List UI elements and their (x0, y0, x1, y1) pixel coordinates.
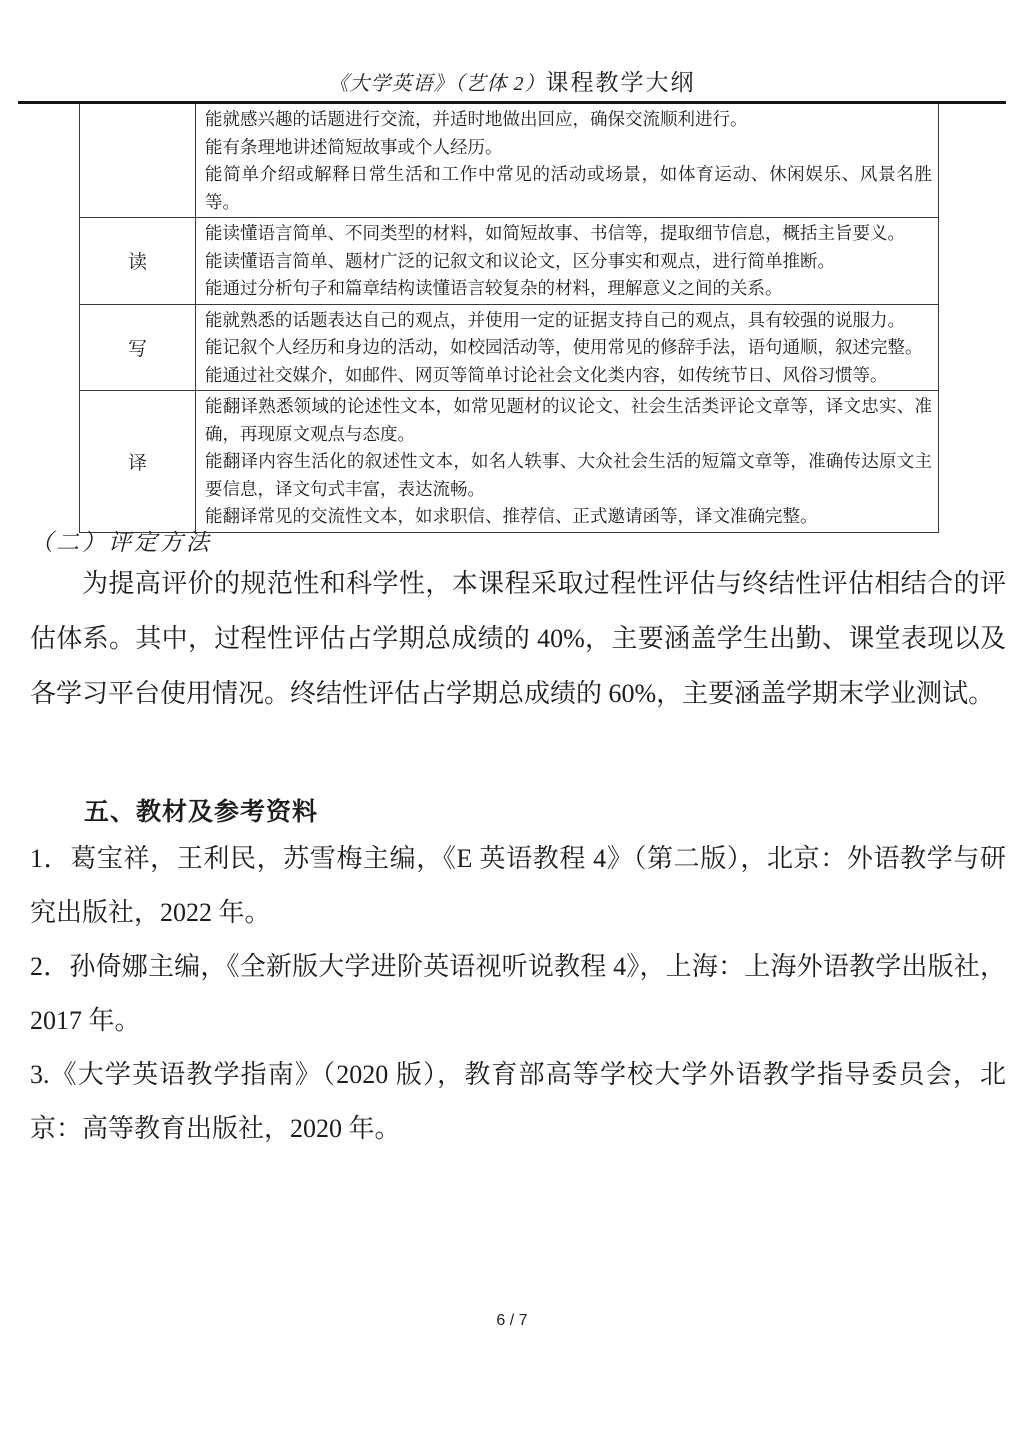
skill-item: 能通过社交媒介，如邮件、网页等简单讨论社会文化类内容，如传统节日、风俗习惯等。 (205, 364, 888, 385)
reference-item: 2．孙倚娜主编，《全新版大学进阶英语视听说教程 4》，上海：上海外语教学出版社，2017 年。 (30, 952, 1006, 1035)
skill-item: 能翻译常见的交流性文本，如求职信、推荐信、正式邀请函等，译文准确完整。 (205, 506, 818, 526)
skill-item: 能就感兴趣的话题进行交流，并适时地做出回应，确保交流顺利进行。 (205, 109, 748, 129)
skill-item: 能简单介绍或解释日常生活和工作中常见的活动或场景，如体育运动、休闲娱乐、风景名胜等。 (205, 164, 932, 212)
skill-item: 能通过分析句子和篇章结构读懂语言较复杂的材料，理解意义之间的关系。 (205, 278, 783, 298)
skill-items-cell (196, 305, 938, 391)
skill-item: 能就熟悉的话题表达自己的观点，并使用一定的证据支持自己的观点，具有较强的说服力。 (205, 309, 905, 330)
skill-items-cell (196, 218, 938, 304)
skill-item: 能记叙个人经历和身边的活动，如校园活动等，使用常见的修辞手法，语句通顺，叙述完整。 (205, 337, 923, 357)
page-number: 6 / 7 (496, 1312, 528, 1329)
skill-item: 能翻译内容生活化的叙述性文本，如名人轶事、大众社会生活的短篇文章等，准确传达原文主要信息，译文句式丰富，表达流畅。 (205, 451, 932, 499)
table-row-reading (80, 217, 938, 304)
skill-label-cell: 译 (80, 391, 196, 532)
page-header-title (0, 64, 1024, 97)
table-row-speaking-continued (80, 104, 938, 217)
reference-item: 3.《大学英语教学指南》（2020 版），教育部高等学校大学外语教学指导委员会，北京：高等教育出版社，2020 年。 (30, 1060, 1006, 1143)
skill-label-cell: 写 (80, 305, 196, 391)
course-title: 《大学英语》（艺体 2） (328, 73, 546, 95)
skill-items-cell (196, 104, 938, 217)
evaluation-method-paragraph: 为提高评价的规范性和科学性，本课程采取过程性评估与终结性评估相结合的评估体系。其中，过程性评估占学期总成绩的 40%，主要涵盖学生出勤、课堂表现以及各学习平台使用情况。终结性评估占学期总成绩的 60%，主要涵盖学期末学业测试。 (30, 569, 1006, 708)
syllabus-title: 课程教学大纲 (545, 70, 696, 95)
reference-item: 1．葛宝祥，王利民，苏雪梅主编，《E 英语教程 4》（第二版），北京：外语教学与研究出版社，2022 年。 (30, 844, 1006, 927)
table-row-writing (80, 304, 938, 391)
skills-requirements-table (79, 104, 939, 533)
table-row-translation (80, 390, 938, 532)
skill-item: 能读懂语言简单、题材广泛的记叙文和议论文，区分事实和观点，进行简单推断。 (205, 250, 835, 271)
skill-item: 能读懂语言简单、不同类型的材料，如简短故事、书信等，提取细节信息，概括主旨要义。 (205, 223, 905, 243)
skill-items-cell (196, 391, 938, 532)
materials-section-heading: 五、教材及参考资料 (84, 798, 319, 826)
skill-item: 能有条理地讲述简短故事或个人经历。 (205, 136, 503, 157)
skill-label-cell (80, 104, 196, 217)
materials-reference-list (30, 832, 1006, 1156)
skill-label-cell: 读 (80, 218, 196, 304)
skill-item: 能翻译熟悉领域的论述性文本，如常见题材的议论文、社会生活类评论文章等，译文忠实、准确，再现原文观点与态度。 (205, 396, 932, 444)
evaluation-method-heading: （二）评定方法 (30, 530, 212, 555)
